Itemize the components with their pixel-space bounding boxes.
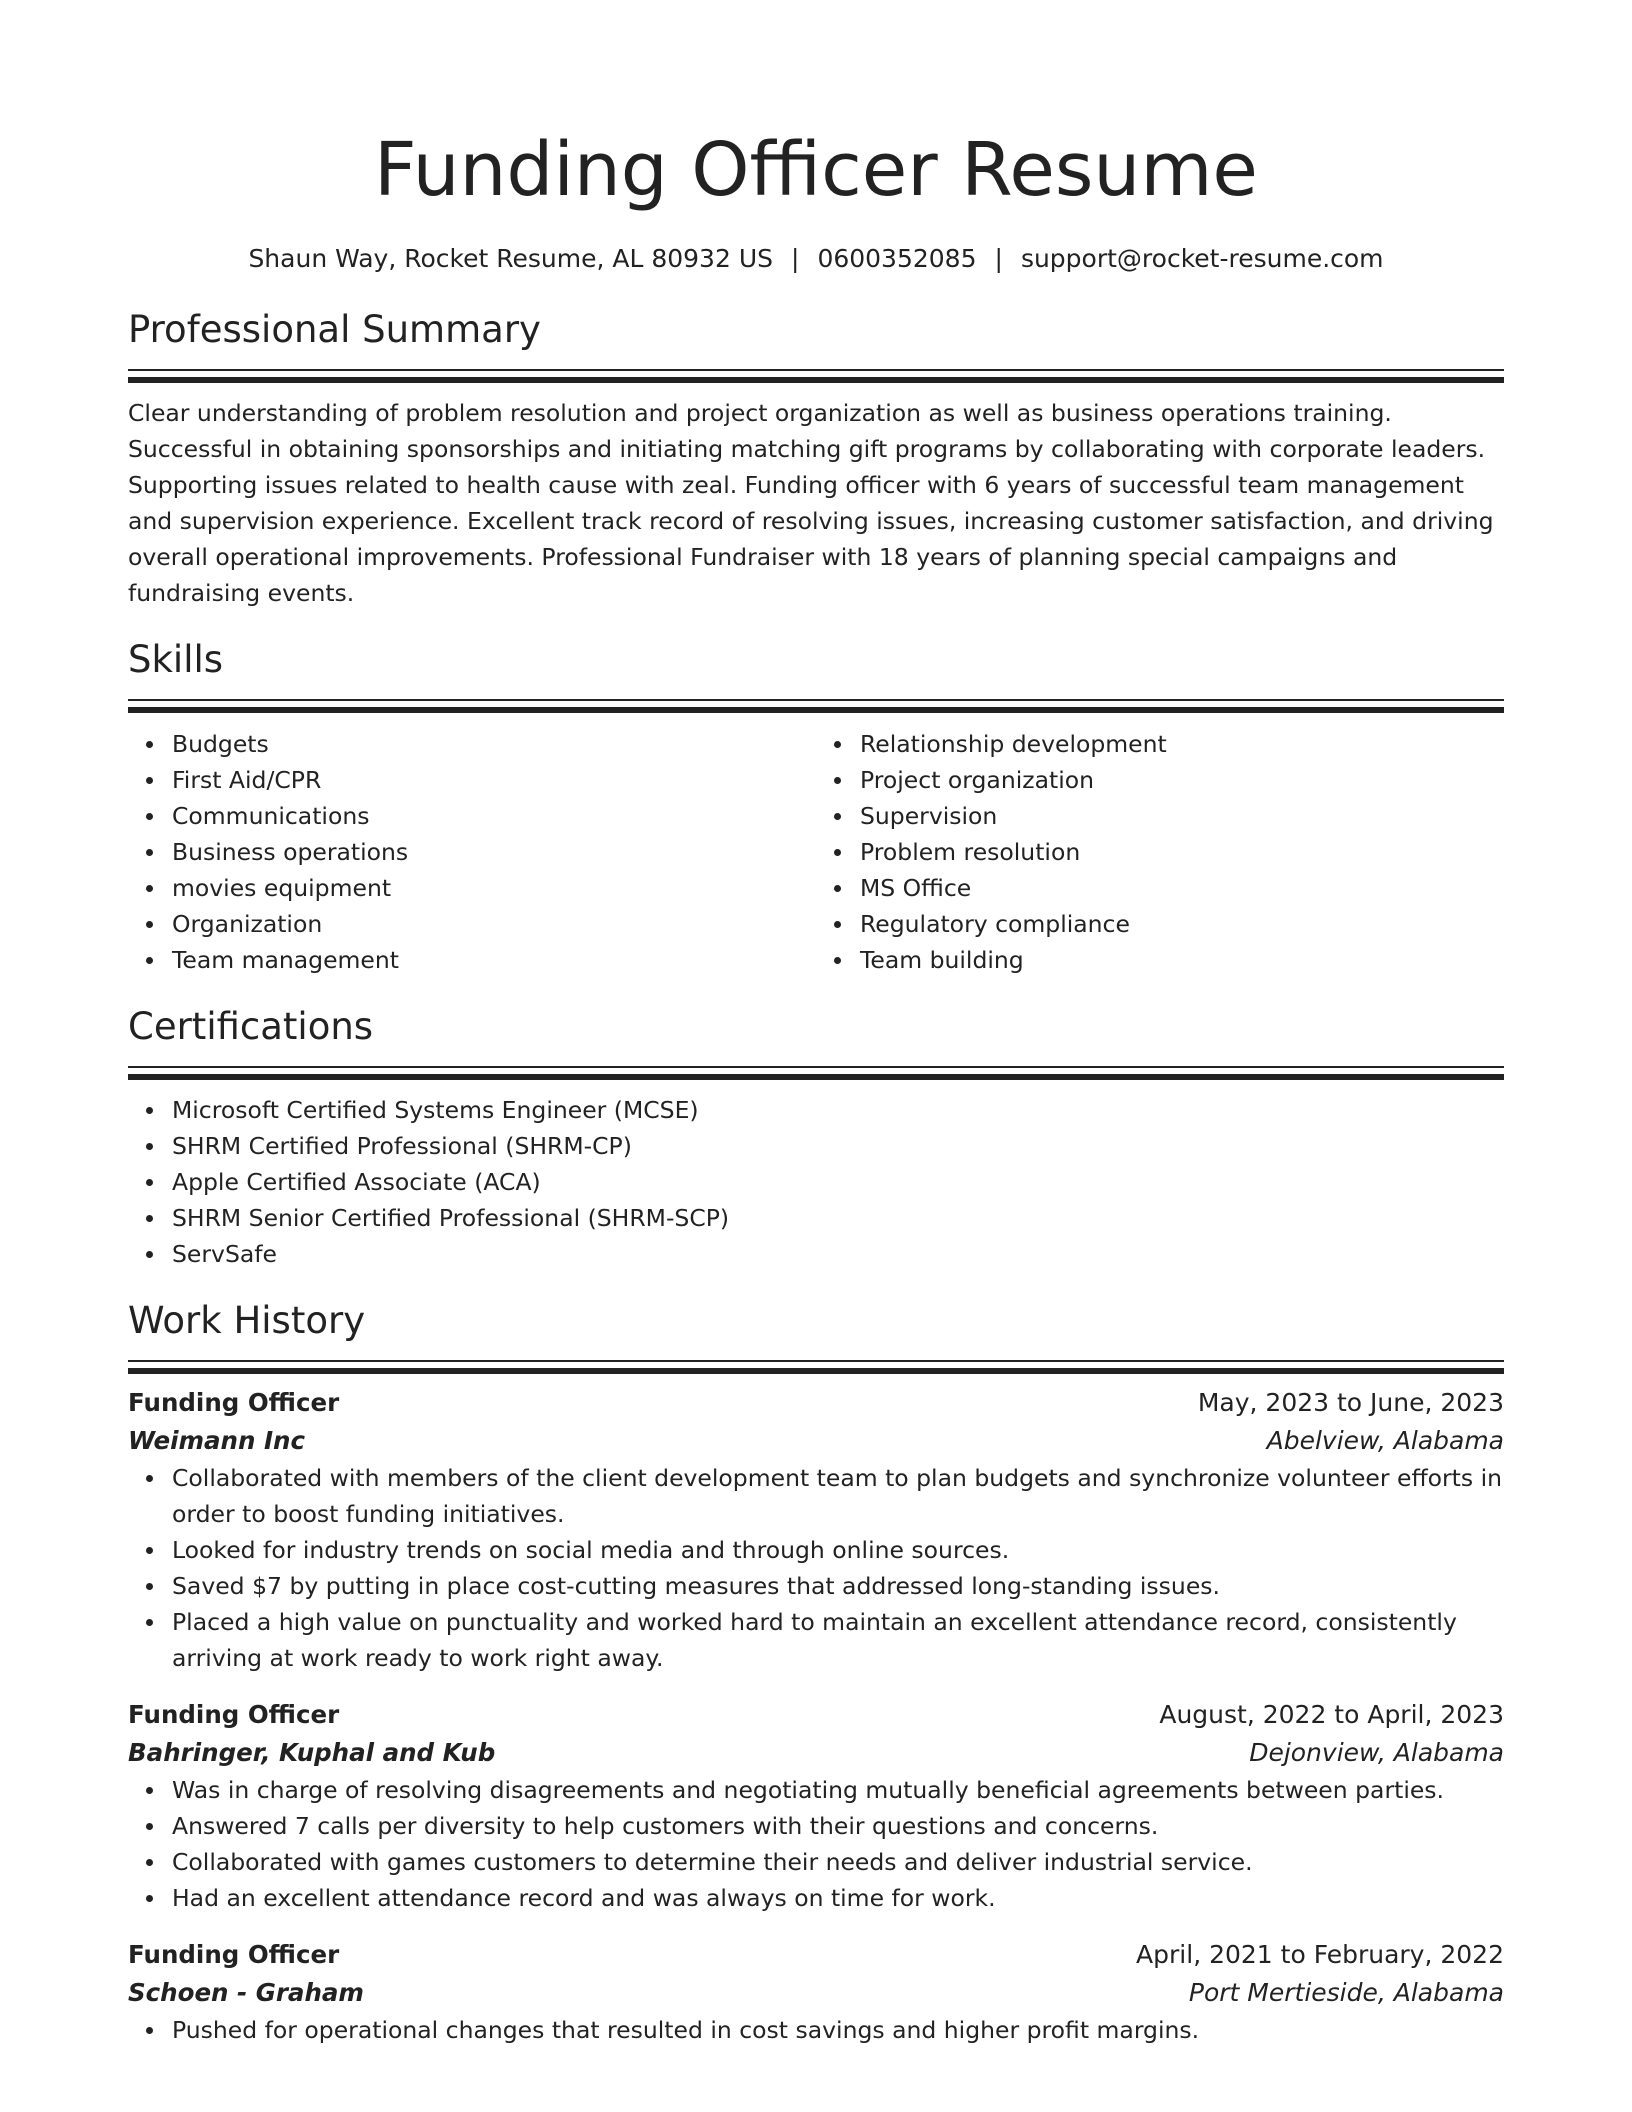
job-bullets [128, 1772, 1504, 1916]
job-company: Bahringer, Kuphal and Kub [128, 1738, 496, 1767]
summary-text: Clear understanding of problem resolution and project organization as well as business operations training. Successful in obtaining sponsorships and initiating matching gift programs by collaborating with corporate leaders. Supporting issues related to health cause with zeal. Funding officer with 6 years of successful team management and supervision experience. Excellent track record of resolving issues, increasing customer satisfaction, and driving overall operational improvements. Professional Fundraiser with 18 years of planning special campaigns and fundraising events. [128, 399, 1494, 607]
job-header-row [128, 1936, 1504, 1974]
skills-heading: Skills [128, 638, 224, 681]
skills-section [128, 636, 1504, 978]
skill-item: Business operations [172, 834, 816, 870]
certifications-section [128, 1003, 1504, 1272]
certification-item: SHRM Senior Certified Professional (SHRM-SCP) [172, 1200, 1504, 1236]
skill-item: Budgets [172, 726, 816, 762]
job-entry [128, 1384, 1504, 1676]
certification-item: Microsoft Certified Systems Engineer (MCSE) [172, 1092, 1504, 1128]
job-entry [128, 1936, 1504, 2048]
job-title: Funding Officer [128, 1700, 340, 1729]
resume-title: Funding Officer Resume [374, 127, 1258, 213]
section-divider [128, 1066, 1504, 1080]
job-bullet: Saved $7 by putting in place cost-cutting measures that addressed long-standing issues. [172, 1568, 1504, 1604]
job-bullet: Looked for industry trends on social media and through online sources. [172, 1532, 1504, 1568]
job-company-row [128, 1734, 1504, 1772]
certifications-list [128, 1092, 1504, 1272]
job-location: Abelview, Alabama [1266, 1426, 1504, 1455]
job-dates: May, 2023 to June, 2023 [1197, 1388, 1504, 1417]
contact-separator: | [994, 244, 1003, 273]
skill-item: Problem resolution [860, 834, 1504, 870]
job-bullet: Was in charge of resolving disagreements and negotiating mutually beneficial agreements between parties. [172, 1772, 1504, 1808]
certification-item: ServSafe [172, 1236, 1504, 1272]
skill-item: MS Office [860, 870, 1504, 906]
skill-item: First Aid/CPR [172, 762, 816, 798]
certification-item: SHRM Certified Professional (SHRM-CP) [172, 1128, 1504, 1164]
contact-phone: 0600352085 [817, 244, 977, 273]
certification-item: Apple Certified Associate (ACA) [172, 1164, 1504, 1200]
job-bullet: Collaborated with games customers to determine their needs and deliver industrial service. [172, 1844, 1504, 1880]
skill-item: Supervision [860, 798, 1504, 834]
skill-item: Team management [172, 942, 816, 978]
skill-item: Project organization [860, 762, 1504, 798]
job-bullet: Collaborated with members of the client development team to plan budgets and synchronize volunteer efforts in order to boost funding initiatives. [172, 1460, 1504, 1532]
job-bullet: Placed a high value on punctuality and worked hard to maintain an excellent attendance record, consistently arriving at work ready to work right away. [172, 1604, 1504, 1676]
contact-line [128, 242, 1504, 276]
job-bullet: Answered 7 calls per diversity to help customers with their questions and concerns. [172, 1808, 1504, 1844]
job-company-row [128, 1974, 1504, 2012]
job-bullets [128, 1460, 1504, 1676]
work-history-section [128, 1297, 1504, 2048]
section-divider [128, 699, 1504, 713]
job-dates: April, 2021 to February, 2022 [1136, 1940, 1504, 1969]
job-bullet: Pushed for operational changes that resulted in cost savings and higher profit margins. [172, 2012, 1504, 2048]
job-bullet: Had an excellent attendance record and was always on time for work. [172, 1880, 1504, 1916]
skill-item: movies equipment [172, 870, 816, 906]
skill-item: Communications [172, 798, 816, 834]
job-header-row [128, 1696, 1504, 1734]
contact-email: support@rocket-resume.com [1020, 244, 1384, 273]
job-location: Port Mertieside, Alabama [1188, 1978, 1504, 2007]
job-dates: August, 2022 to April, 2023 [1159, 1700, 1504, 1729]
section-divider [128, 369, 1504, 383]
section-divider [128, 1360, 1504, 1374]
skill-item: Relationship development [860, 726, 1504, 762]
job-title: Funding Officer [128, 1940, 340, 1969]
skills-column-right [816, 726, 1504, 978]
skills-list-left [128, 726, 816, 978]
job-bullets [128, 2012, 1504, 2048]
job-entry [128, 1696, 1504, 1916]
job-location: Dejonview, Alabama [1249, 1738, 1504, 1767]
skills-grid [128, 726, 1504, 978]
contact-separator: | [791, 244, 800, 273]
job-header-row [128, 1384, 1504, 1422]
job-company-row [128, 1422, 1504, 1460]
summary-section [128, 306, 1504, 611]
work-history-heading: Work History [128, 1299, 366, 1342]
skills-column-left [128, 726, 816, 978]
job-company: Weimann Inc [128, 1426, 306, 1455]
skills-list-right [816, 726, 1504, 978]
contact-address: Shaun Way, Rocket Resume, AL 80932 US [248, 244, 773, 273]
summary-heading: Professional Summary [128, 308, 541, 351]
skill-item: Regulatory compliance [860, 906, 1504, 942]
job-title: Funding Officer [128, 1388, 340, 1417]
skill-item: Team building [860, 942, 1504, 978]
job-company: Schoen - Graham [128, 1978, 364, 2007]
skill-item: Organization [172, 906, 816, 942]
certifications-heading: Certifications [128, 1005, 374, 1048]
